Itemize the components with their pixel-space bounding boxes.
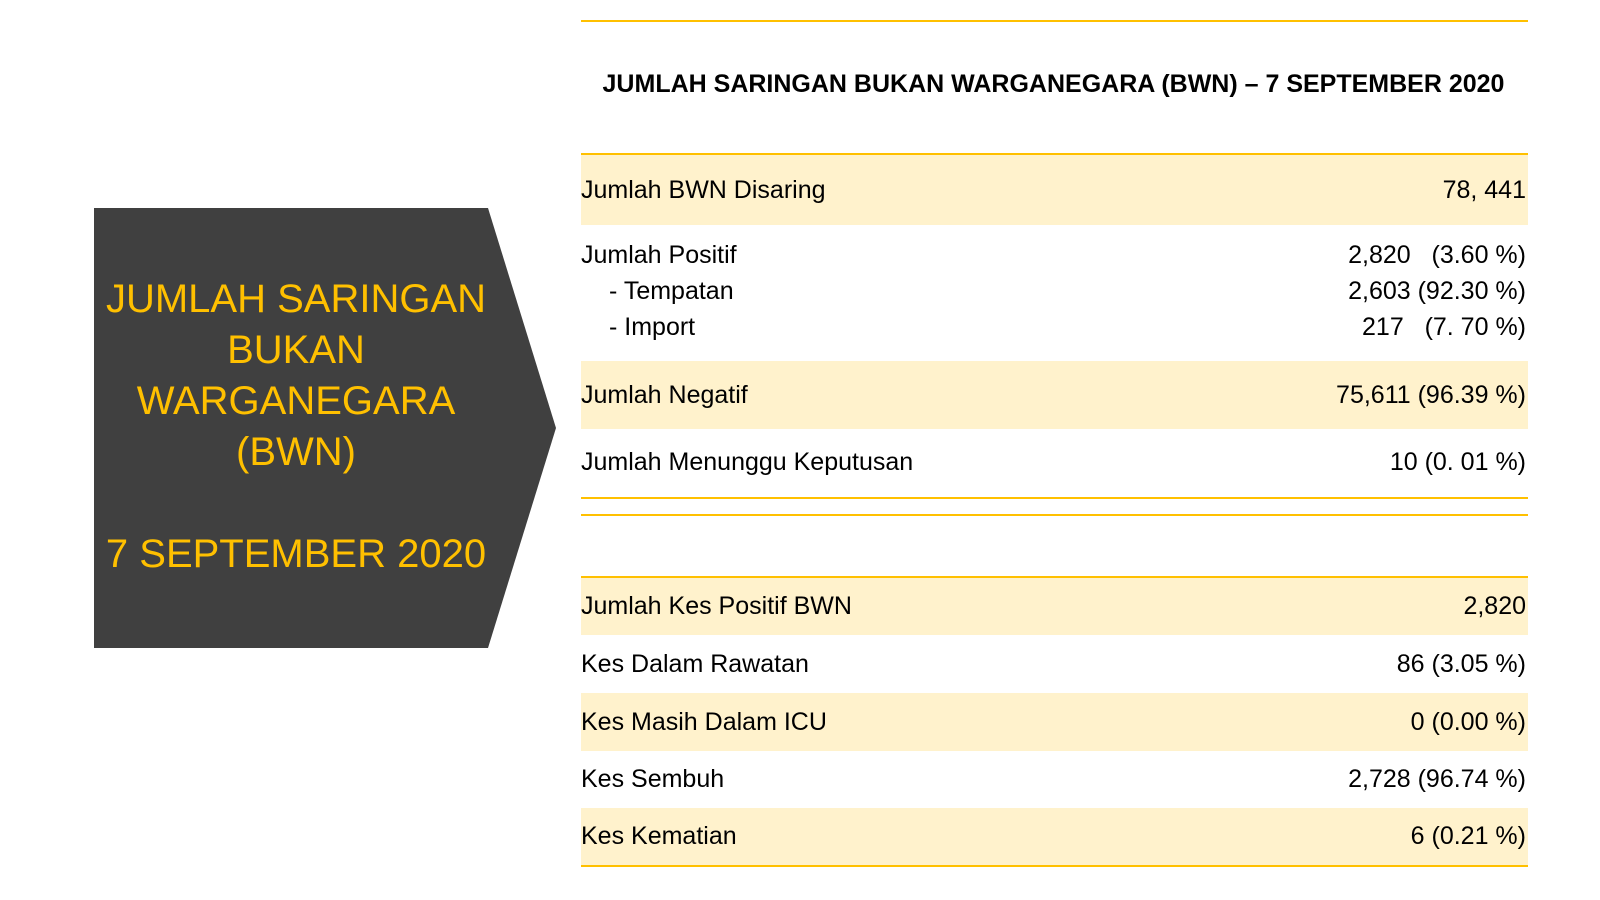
row-value: 2,820 <box>1463 592 1526 620</box>
page-title: JUMLAH SARINGAN BUKAN WARGANEGARA (BWN) – 7 SEPTEMBER 2020 <box>602 70 1505 98</box>
panel-line-3: WARGANEGARA <box>136 379 456 423</box>
panel-line-2: BUKAN <box>227 328 365 372</box>
positif-labels <box>581 237 737 361</box>
row-value: 86 (3.05 %) <box>1396 649 1526 678</box>
row-rawatan <box>581 635 1528 693</box>
positif-values <box>1348 237 1526 361</box>
section-divider <box>581 514 1528 516</box>
row-positif <box>581 225 1528 361</box>
top-divider <box>581 20 1528 22</box>
row-value-tempatan: 2,603 (92.30 %) <box>1348 277 1526 305</box>
row-disaring <box>581 155 1528 225</box>
row-label: Kes Kematian <box>581 822 737 850</box>
row-negatif <box>581 361 1528 429</box>
row-label: Jumlah Menunggu Keputusan <box>581 448 914 476</box>
row-value-import: 217 (7. 70 %) <box>1362 313 1526 341</box>
table2-bottom-border <box>581 865 1528 867</box>
row-sembuh <box>581 751 1528 808</box>
row-label: Kes Dalam Rawatan <box>581 649 809 678</box>
panel-line-1: JUMLAH SARINGAN <box>105 277 487 321</box>
row-label: Jumlah Negatif <box>581 380 748 409</box>
cases-table <box>581 578 1528 865</box>
row-label-import: - Import <box>609 313 696 341</box>
row-label: Kes Masih Dalam ICU <box>581 707 827 736</box>
row-label: Jumlah Kes Positif BWN <box>581 592 852 620</box>
row-icu <box>581 693 1528 751</box>
row-value: 10 (0. 01 %) <box>1389 448 1526 476</box>
row-value: 2,820 (3.60 %) <box>1348 241 1526 269</box>
row-value: 75,611 (96.39 %) <box>1336 380 1526 409</box>
table1-bottom-border <box>581 497 1528 499</box>
row-value: 0 (0.00 %) <box>1410 707 1526 736</box>
row-label-tempatan: - Tempatan <box>609 277 734 305</box>
row-label: Jumlah Positif <box>581 241 737 269</box>
panel-date: 7 SEPTEMBER 2020 <box>105 532 487 576</box>
arrow-panel-text <box>104 274 488 580</box>
row-label: Jumlah BWN Disaring <box>581 175 826 204</box>
row-kes-positif <box>581 578 1528 635</box>
screening-table <box>581 155 1528 496</box>
row-menunggu <box>581 429 1528 496</box>
row-label: Kes Sembuh <box>581 765 725 793</box>
row-value: 6 (0.21 %) <box>1410 822 1526 850</box>
row-kematian <box>581 808 1528 865</box>
title-arrow-panel <box>94 208 556 648</box>
row-value: 2,728 (96.74 %) <box>1348 765 1526 793</box>
row-value: 78, 441 <box>1442 175 1526 204</box>
panel-line-4: (BWN) <box>236 430 356 474</box>
